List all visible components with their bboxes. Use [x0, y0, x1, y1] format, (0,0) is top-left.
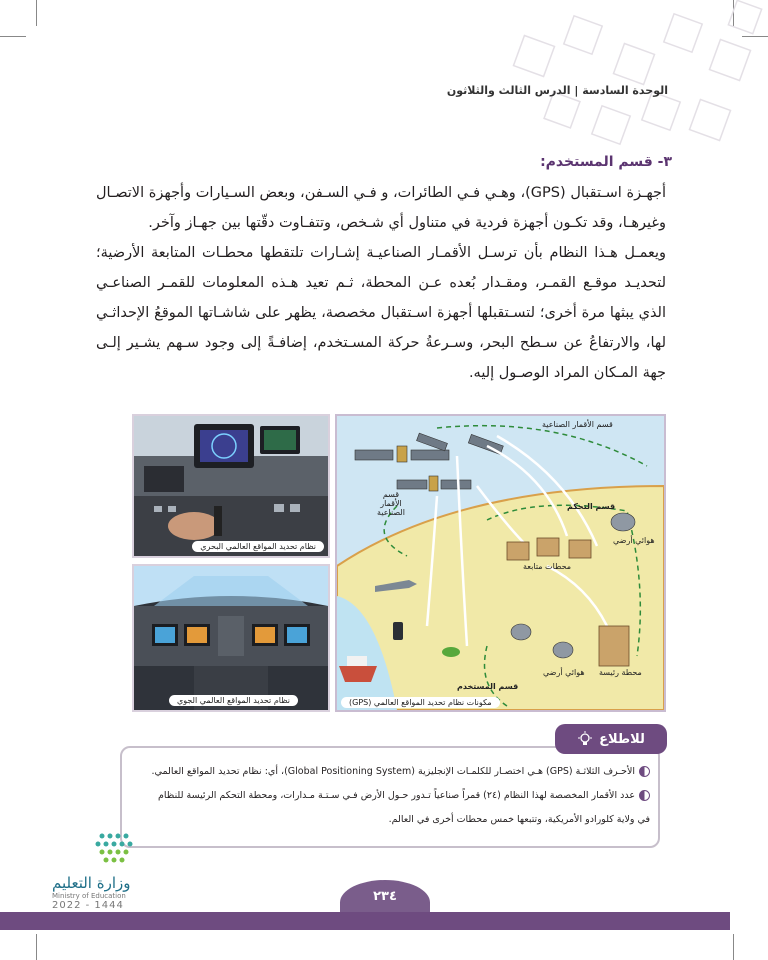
- crop-mark: [0, 36, 26, 37]
- label-ground-antenna-top: هوائي أرضي: [613, 536, 655, 545]
- unit-lesson-header: الوحدة السادسة | الدرس الثالث والثلاثون: [446, 84, 668, 97]
- air-gps-photo: [132, 564, 330, 712]
- section-heading: ٣- قسم المستخدم:: [540, 154, 672, 170]
- lightbulb-icon: [577, 731, 593, 747]
- bullet-icon: [639, 790, 650, 801]
- body-text: [96, 178, 666, 388]
- marine-gps-photo: [132, 414, 330, 558]
- label-ground-antenna-bottom: هوائي أرضي: [543, 668, 585, 677]
- label-space-segment-small: قسم الأقمار الصناعية: [377, 490, 405, 517]
- bullet-icon: [639, 766, 650, 777]
- marine-console-illustration: [134, 416, 328, 556]
- label-master-station: محطة رئيسة: [599, 668, 642, 677]
- ministry-logo: [52, 830, 162, 916]
- air-photo-caption: نظام تحديد المواقع العالمي الجوي: [169, 695, 298, 706]
- page-number: ٢٣٤: [373, 888, 397, 904]
- label-monitor-stations: محطات متابعة: [523, 562, 572, 571]
- footer-bar: [0, 912, 730, 930]
- info-tab-title: للاطلاع: [599, 731, 645, 747]
- ministry-name-english: Ministry of Education: [52, 892, 126, 900]
- paragraph-system-operation: ويعمـل هـذا النظام بأن ترسـل الأقمـار الصناعيـة إشـارات تلتقطها محطـات المتابعة الأرضية؛ لتحديـد موقـع القمـر، ومقـدار بُعده عـن المحطة، ثـم تعيد هـذه المعلومات للقمـر الصناعـي الذي يبثها مرة أخرى؛ لتسـتقبلها أجهزة اسـتقبال مخصصة، يظهر على شاشـاتها الموقعُ الإحداثـي لها، والارتفاعُ عن سـطح البحر، وسـرعةُ حركة المسـتخدم، إضافـةً إلى وجود سـهم يشـير إلـى جهة المـكان المراد الوصـول إليه.: [96, 245, 666, 381]
- page-number-tab: [340, 880, 430, 912]
- info-item-continuation: في ولاية كلورادو الأمريكية، وتتبعها خمس محطات أخرى في العالم.: [388, 814, 650, 825]
- label-space-segment: قسم الأقمار الصناعية: [542, 420, 613, 429]
- info-item: الأحـرف الثلاثـة (GPS) هـي اختصـار للكلمـات الإنجليزية (Global Positioning System)، أي: نظام تحديد المواقع العالمي.: [110, 766, 650, 777]
- marine-photo-caption: نظام تحديد المواقع العالمي البحري: [192, 541, 324, 552]
- cockpit-illustration: [134, 566, 328, 710]
- crop-mark: [36, 934, 37, 960]
- gps-components-diagram: [335, 414, 666, 712]
- edition-year: 2022 - 1444: [52, 900, 124, 911]
- gps-diagram-illustration: [337, 416, 664, 710]
- label-user-segment: قسم المستخدم: [457, 682, 519, 691]
- ministry-name-arabic: وزارة التعليم: [52, 874, 131, 892]
- crop-mark: [733, 934, 734, 960]
- crop-mark: [36, 0, 37, 26]
- info-tab: [555, 724, 667, 754]
- paragraph-user-segment: أجهـزة اسـتقبال (GPS)، وهـي فـي الطائرات، و فـي السـفن، وبعض السـيارات وأجهزة الاتصـال وغيرهـا، وقد تكـون أجهزة فردية في متناول أي شـخص، وتتفـاوت دقّتها بين جهـاز وآخر.: [96, 185, 666, 231]
- ministry-dots-emblem: [52, 830, 162, 870]
- label-control-segment: قسم التحكم: [567, 502, 616, 511]
- diagram-caption: مكونات نظام تحديد المواقع العالمي (GPS): [341, 697, 500, 708]
- info-item: عدد الأقمار المخصصة لهذا النظام (٢٤) قمراً صناعياً تـدور حـول الأرض فـي سـتـة مـدارات، ومحطة التحكم الرئيسة للنظام: [110, 790, 650, 801]
